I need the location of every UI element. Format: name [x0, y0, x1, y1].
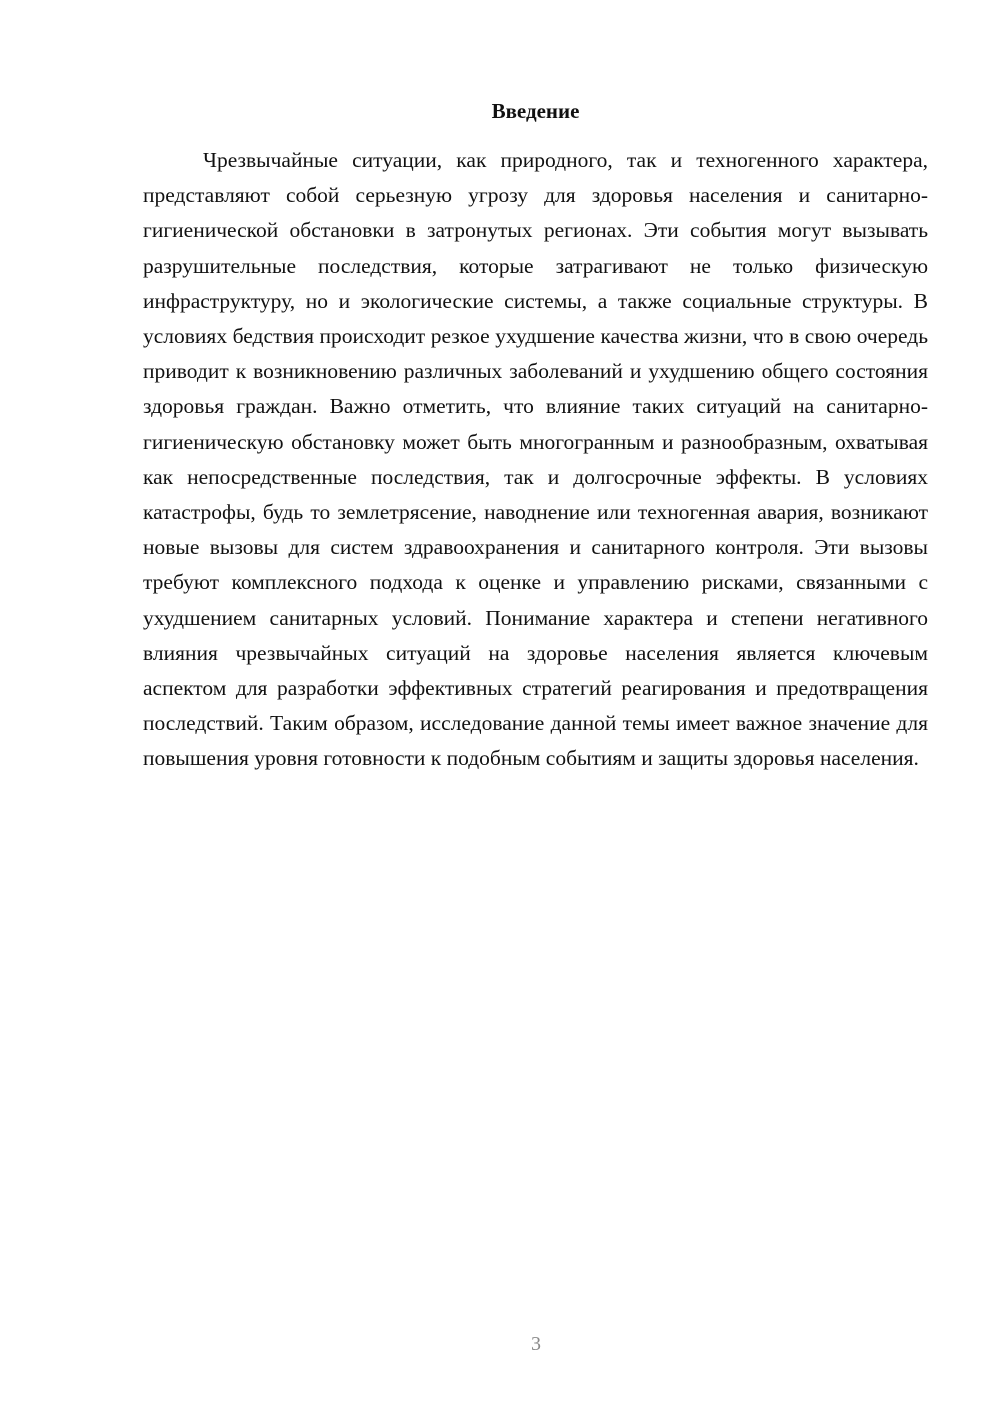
page-number: 3 [531, 1333, 541, 1355]
body-paragraph: Чрезвычайные ситуации, как природного, так и техногенного характера, представляют собой серьезную угрозу для здоровья населения и санитарно-гигиенической обстановки в затронутых регионах. Эти события могут вызывать разрушительные последствия, которые затрагивают не только физическую инфраструктуру, но и экологические системы, а также социальные структуры. В условиях бедствия происходит резкое ухудшение качества жизни, что в свою очередь приводит к возникновению различных заболеваний и ухудшению общего состояния здоровья граждан. Важно отметить, что влияние таких ситуаций на санитарно-гигиеническую обстановку может быть многогранным и разнообразным, охватывая как непосредственные последствия, так и долгосрочные эффекты. В условиях катастрофы, будь то землетрясение, наводнение или техногенная авария, возникают новые вызовы для систем здравоохранения и санитарного контроля. Эти вызовы требуют комплексного подхода к оценке и управлению рисками, связанными с ухудшением санитарных условий. Понимание характера и степени негативного влияния чрезвычайных ситуаций на здоровье населения является ключевым аспектом для разработки эффективных стратегий реагирования и предотвращения последствий. Таким образом, исследование данной темы имеет важное значение для повышения уровня готовности к подобным событиям и защиты здоровья населения. [143, 148, 928, 771]
section-heading: Введение [491, 99, 580, 123]
